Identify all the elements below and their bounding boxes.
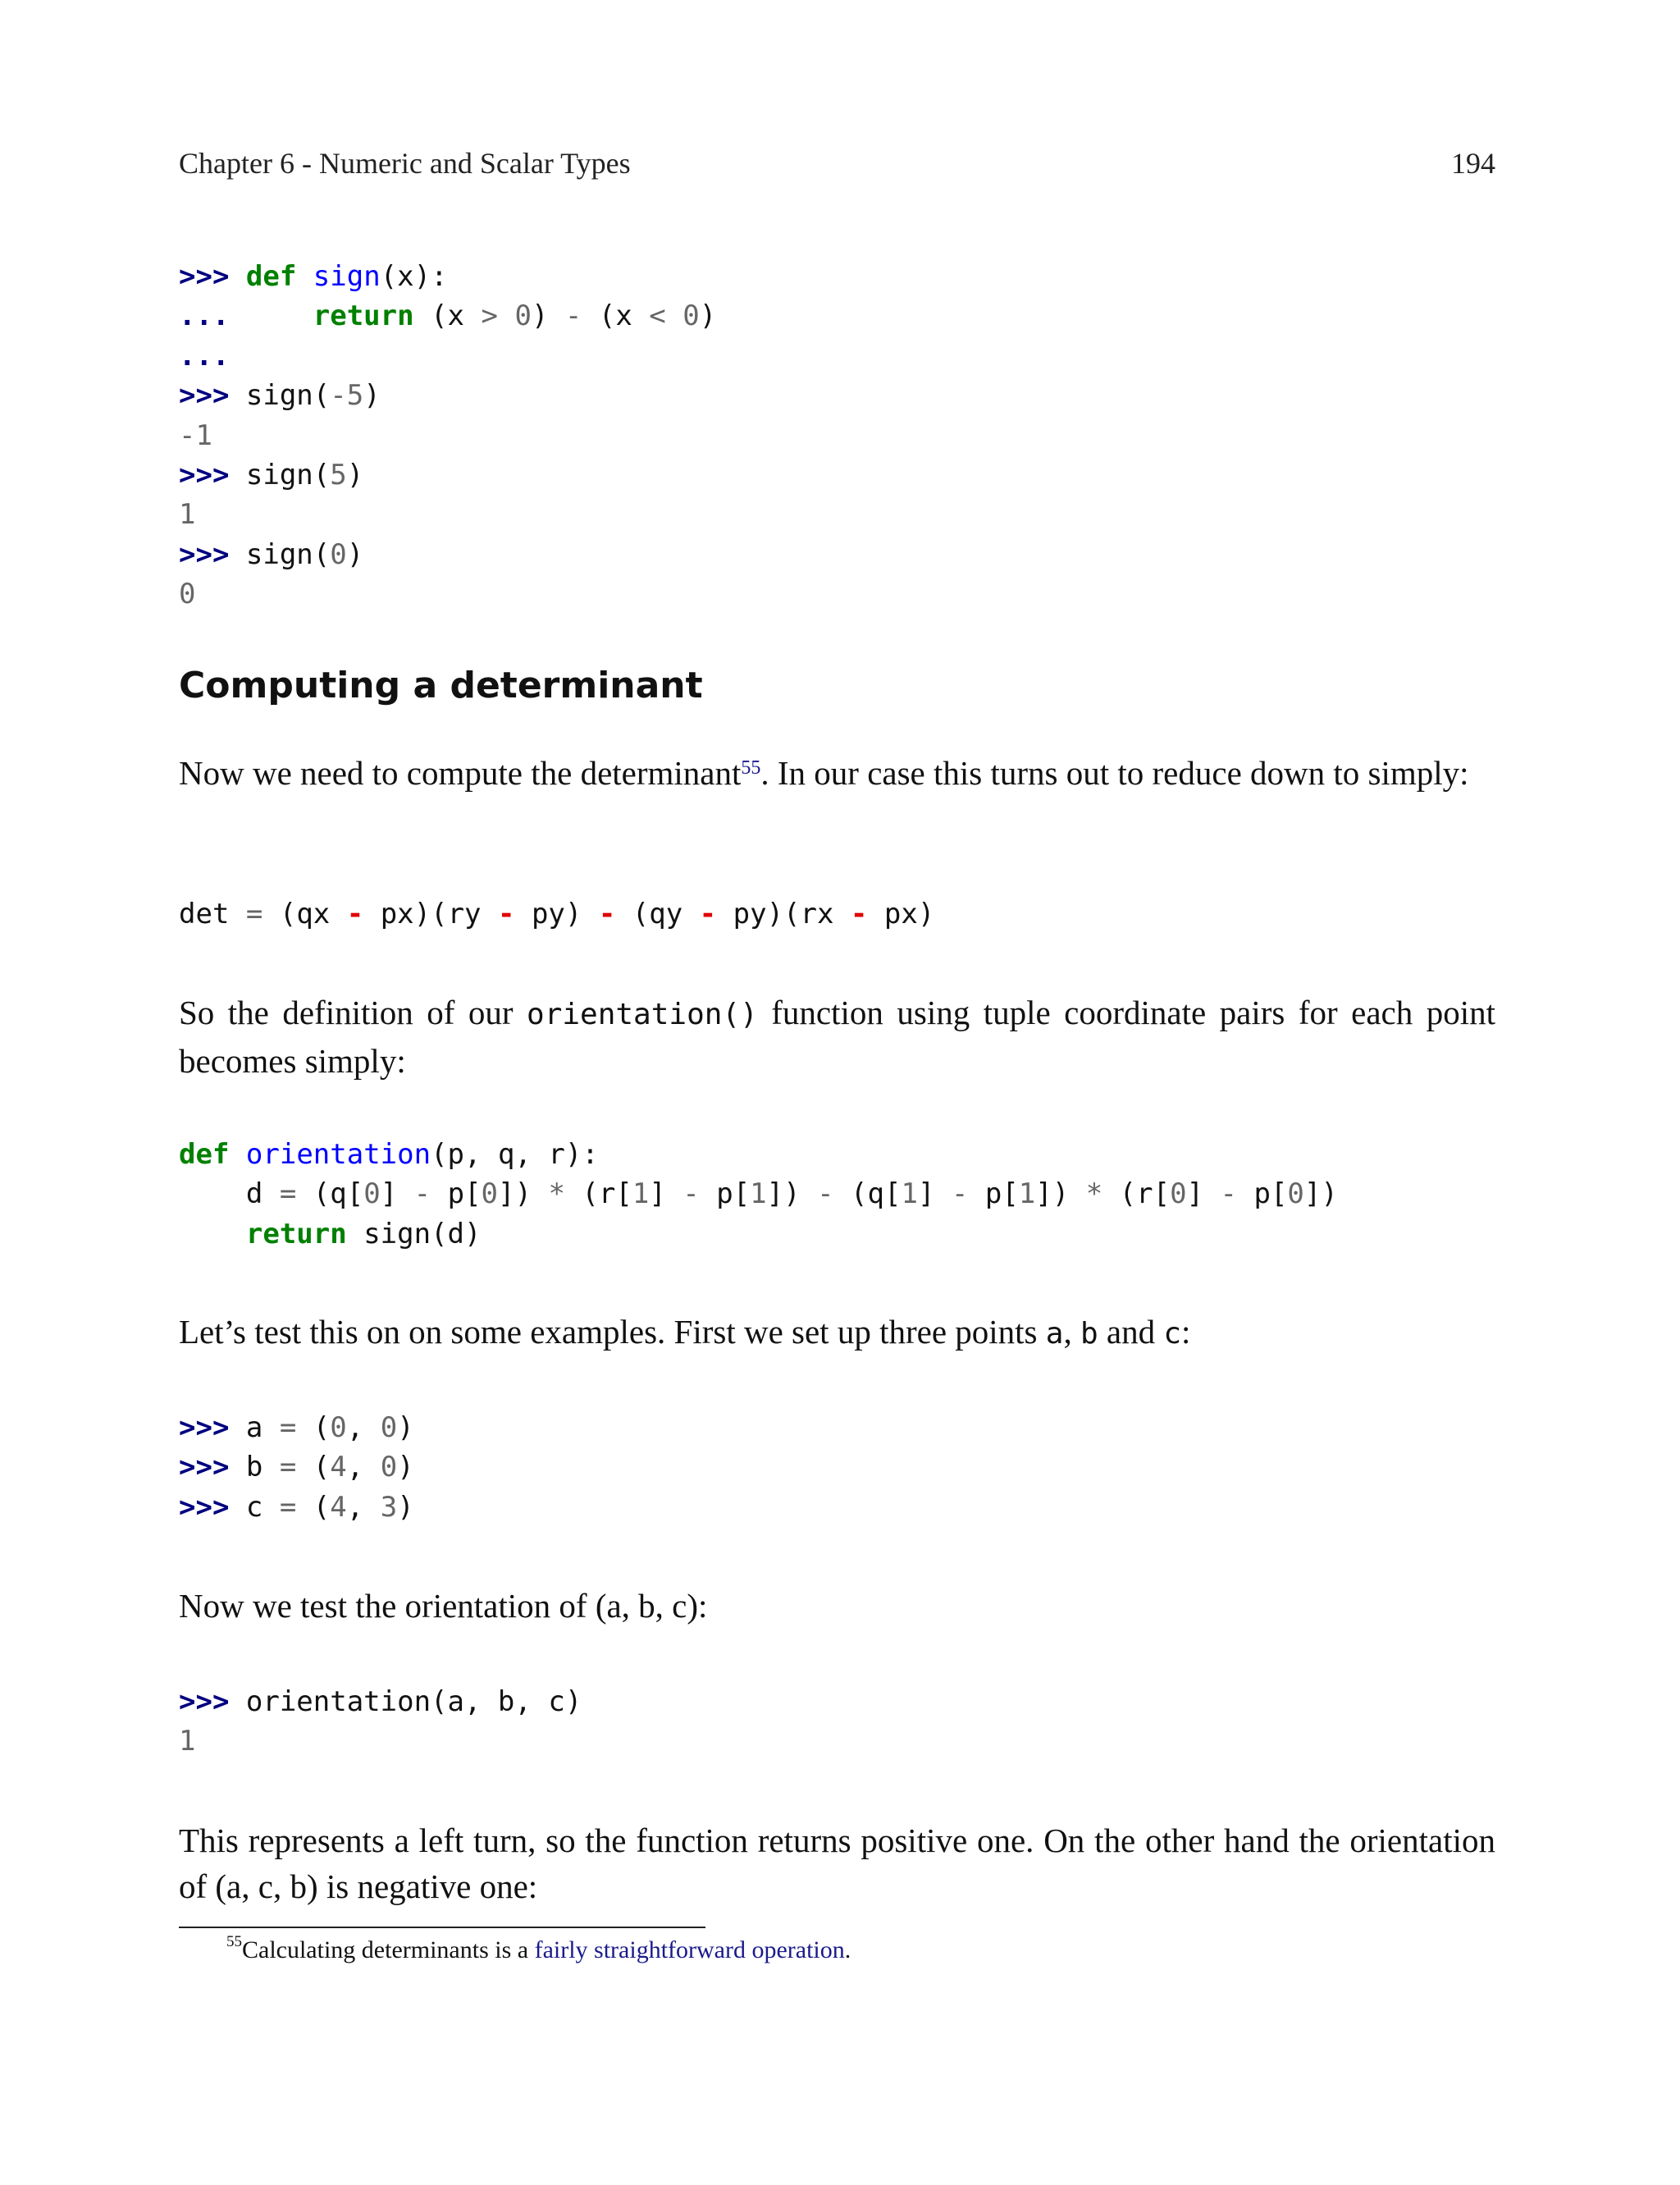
code-token: ]) — [766, 1177, 818, 1211]
code-token: (q[ — [296, 1177, 364, 1211]
code-token: - — [1220, 1177, 1237, 1211]
code-token: >>> — [179, 1685, 246, 1718]
code-token: ) — [531, 299, 565, 333]
code-token: 0 — [1170, 1177, 1187, 1211]
paragraph-orientation-def — [179, 990, 1495, 1084]
code-token: 4 — [330, 1451, 347, 1484]
code-token: (p, q, r): — [431, 1138, 599, 1171]
code-token: (x): — [380, 260, 448, 293]
code-token: sign( — [245, 537, 331, 571]
code-token — [179, 1218, 246, 1250]
code-token: px) — [867, 898, 935, 930]
code-token: >>> — [179, 1411, 246, 1444]
code-token — [296, 260, 313, 293]
code-token — [229, 1138, 245, 1171]
code-token: (qy — [615, 898, 700, 930]
inline-code-b: b — [1080, 1317, 1098, 1351]
code-token: py) — [514, 898, 599, 930]
code-token: * — [548, 1177, 565, 1211]
code-token: >>> — [179, 537, 246, 571]
code-token: = — [279, 1490, 297, 1524]
page-number: 194 — [1451, 147, 1495, 180]
code-token: (q[ — [833, 1177, 902, 1211]
paragraph-test-points — [179, 1309, 1495, 1357]
code-token: - — [850, 898, 868, 930]
code-token: 0 — [682, 299, 700, 333]
code-token: c — [245, 1490, 280, 1524]
code-line — [179, 257, 716, 296]
code-token: (x — [413, 299, 482, 333]
code-block-orientation — [179, 1135, 1338, 1254]
code-line — [179, 296, 716, 336]
code-token: def — [245, 260, 297, 293]
code-token: d — [179, 1177, 280, 1211]
code-token: 1 — [179, 1725, 196, 1758]
code-token: ] — [917, 1177, 952, 1211]
code-token: 0 — [330, 537, 347, 571]
code-token: 0 — [1287, 1177, 1304, 1211]
code-line — [179, 1682, 582, 1721]
code-token: sign(d) — [346, 1217, 482, 1250]
code-line — [179, 574, 716, 614]
code-token: 0 — [380, 1451, 398, 1484]
code-token: -5 — [330, 379, 364, 413]
code-token: ]) — [1035, 1177, 1086, 1211]
code-token: ) — [363, 379, 381, 413]
code-line — [179, 376, 716, 415]
code-token: - — [497, 898, 515, 930]
footnote-number: 55 — [226, 1933, 242, 1950]
code-token: * — [1085, 1177, 1103, 1211]
code-line — [179, 495, 716, 534]
code-token: a — [245, 1411, 280, 1444]
code-token: 0 — [179, 578, 196, 611]
code-token: ( — [296, 1411, 331, 1444]
code-token: ) — [699, 299, 717, 333]
code-block-sign — [179, 257, 716, 615]
footnote-divider — [179, 1927, 705, 1928]
chapter-title: Chapter 6 - Numeric and Scalar Types — [179, 147, 631, 180]
code-token: ) — [397, 1411, 414, 1444]
code-token: >>> — [179, 1451, 246, 1484]
code-line — [179, 1408, 414, 1447]
code-token: , — [346, 1490, 381, 1524]
text: Let’s test this on on some examples. First we set up three points — [179, 1313, 1046, 1351]
code-token: ) — [346, 537, 364, 571]
code-token: >>> — [179, 260, 246, 293]
code-token: , — [346, 1411, 381, 1444]
code-token: - — [346, 898, 364, 930]
code-token: det — [179, 898, 246, 930]
code-token: orientation — [245, 1138, 431, 1171]
code-token: p[ — [1237, 1177, 1288, 1211]
text: , — [1063, 1313, 1080, 1351]
code-token: 1 — [632, 1177, 650, 1211]
footnote-ref[interactable]: 55 — [741, 757, 761, 779]
code-token: ( — [296, 1451, 331, 1484]
code-token: ( — [296, 1490, 331, 1524]
code-line — [179, 1174, 1338, 1214]
code-token: b — [245, 1451, 280, 1484]
footnote-end: . — [844, 1936, 851, 1963]
code-token: - — [817, 1177, 834, 1211]
code-token: p[ — [699, 1177, 751, 1211]
text: Now we need to compute the determinant — [179, 754, 742, 792]
text: So the definition of our — [179, 994, 527, 1031]
inline-code-c: c — [1163, 1317, 1182, 1351]
code-token: 5 — [330, 459, 347, 492]
code-token: 1 — [901, 1177, 918, 1211]
code-token: ) — [346, 459, 364, 492]
code-token: = — [279, 1411, 297, 1444]
code-token: - — [682, 1177, 700, 1211]
code-token: sign( — [245, 379, 331, 413]
code-line — [179, 416, 716, 455]
code-token: sign( — [245, 459, 331, 492]
code-token: 1 — [750, 1177, 767, 1211]
code-token: 0 — [330, 1411, 347, 1444]
code-token: - — [598, 898, 616, 930]
code-token: 4 — [330, 1490, 347, 1524]
code-line — [179, 1214, 1338, 1254]
code-token: 1 — [179, 498, 196, 532]
footnote-text: Calculating determinants is a — [242, 1936, 535, 1963]
code-token: - — [413, 1177, 431, 1211]
code-token: > — [481, 299, 498, 333]
code-token: return — [245, 1217, 347, 1250]
code-token: = — [245, 898, 263, 930]
code-token: (qx — [262, 898, 347, 930]
code-token — [498, 299, 514, 332]
code-token: ... — [179, 339, 230, 373]
code-token: ] — [380, 1177, 414, 1211]
code-token: py)(rx — [716, 898, 851, 930]
formula-det — [179, 894, 934, 934]
code-token: ) — [397, 1451, 414, 1484]
text: : — [1181, 1313, 1191, 1351]
code-token: (x — [582, 299, 650, 333]
code-line — [179, 894, 934, 934]
code-token: - — [564, 299, 582, 333]
code-token: < — [649, 299, 666, 333]
code-token: ) — [397, 1490, 414, 1524]
code-token: - — [699, 898, 717, 930]
footnote-link[interactable]: fairly straightforward operation — [534, 1936, 845, 1963]
code-token: = — [279, 1177, 297, 1211]
code-line — [179, 455, 716, 495]
code-line — [179, 535, 716, 574]
code-token: px)(ry — [363, 898, 498, 930]
paragraph-test-orientation: Now we test the orientation of (a, b, c): — [179, 1587, 708, 1625]
code-token: (r[ — [1102, 1177, 1171, 1211]
paragraph-determinant — [179, 750, 1495, 796]
code-token: = — [279, 1451, 297, 1484]
code-token: def — [179, 1138, 230, 1171]
footnote — [226, 1933, 851, 1964]
code-token: sign — [313, 260, 381, 293]
code-line — [179, 1135, 1338, 1174]
inline-code-a: a — [1045, 1317, 1064, 1351]
code-token: >>> — [179, 379, 246, 413]
code-token: p[ — [431, 1177, 482, 1211]
code-token: ] — [649, 1177, 683, 1211]
code-token: (r[ — [564, 1177, 632, 1211]
code-token: return — [313, 299, 414, 333]
code-token: p[ — [968, 1177, 1019, 1211]
code-token: ]) — [1303, 1177, 1338, 1211]
text: . In our case this turns out to reduce down to simply: — [760, 754, 1469, 792]
code-token: 0 — [514, 299, 532, 333]
code-token: >>> — [179, 459, 246, 492]
code-token: -1 — [179, 418, 212, 452]
code-line — [179, 1447, 414, 1487]
code-line — [179, 1721, 582, 1761]
code-block-points — [179, 1408, 414, 1527]
code-line — [179, 1488, 414, 1527]
code-token: 0 — [380, 1411, 398, 1444]
code-block-orientation-call — [179, 1682, 582, 1762]
code-token — [666, 299, 682, 332]
code-token: 3 — [380, 1490, 398, 1524]
code-token: ... — [179, 299, 313, 333]
code-line — [179, 336, 716, 376]
code-token: >>> — [179, 1490, 246, 1524]
code-token: 1 — [1018, 1177, 1036, 1211]
code-token: ] — [1186, 1177, 1221, 1211]
text: and — [1098, 1313, 1164, 1351]
code-token: 0 — [363, 1177, 381, 1211]
text: function using tuple coordinate pairs for each point becomes simply: — [179, 994, 1495, 1080]
section-heading: Computing a determinant — [179, 665, 703, 706]
code-token: , — [346, 1451, 381, 1484]
code-token: orientation(a, b, c) — [245, 1685, 582, 1718]
code-token: - — [951, 1177, 969, 1211]
inline-code: orientation() — [527, 998, 758, 1031]
paragraph-left-turn: This represents a left turn, so the function returns positive one. On the other hand the orientation of (a, c, b) is negative one: — [179, 1822, 1495, 1905]
code-token: 0 — [481, 1177, 499, 1211]
code-token: ]) — [498, 1177, 549, 1211]
